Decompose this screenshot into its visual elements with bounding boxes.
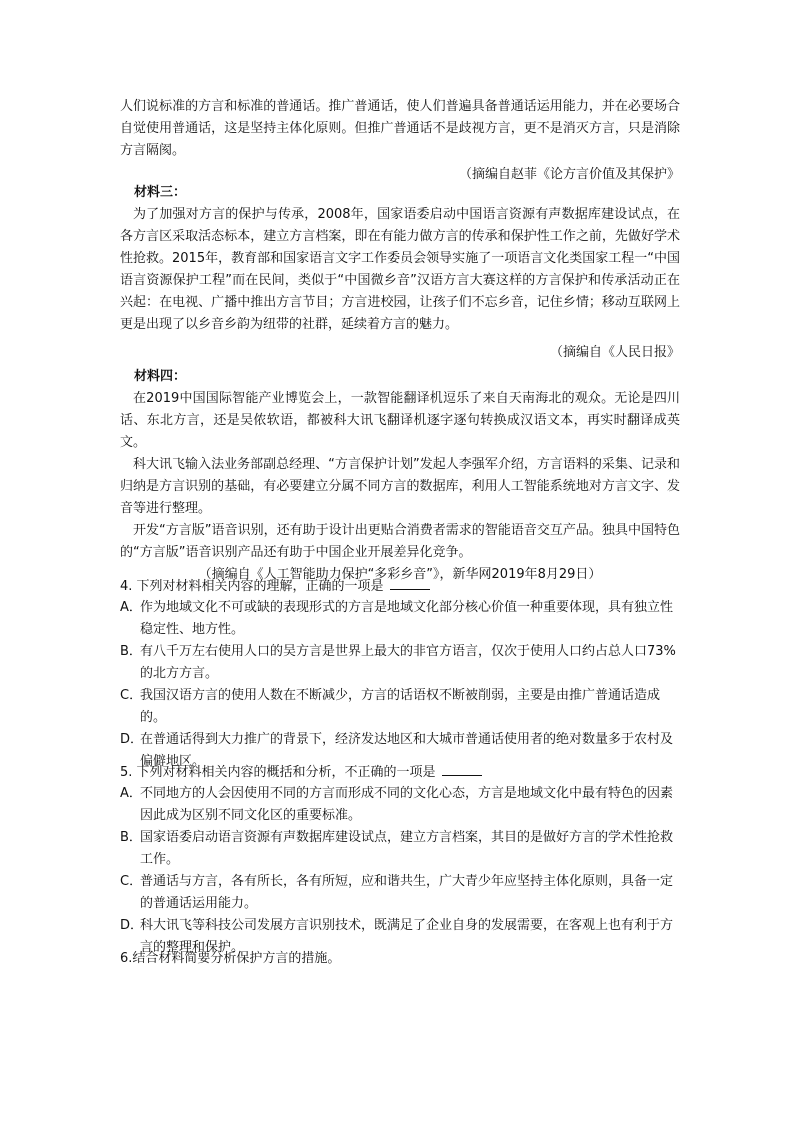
question-stem: 6.结合材料简要分析保护方言的措施。 — [120, 951, 341, 966]
material4-section — [120, 366, 680, 586]
material4-paragraph: 在2019中国国际智能产业博览会上，一款智能翻译机逗乐了来自天南海北的观众。无论是四川话、东北方言，还是吴侬软语，都被科大讯飞翻译机逐字逐句转换成汉语文本，再实时翻译成英文。 — [120, 391, 680, 450]
material4-paragraph: 科大讯飞输入法业务部副总经理、“方言保护计划”发起人李强军介绍，方言语料的采集、记录和归纳是方言识别的基础，有必要建立分属不同方言的数据库，利用人工智能系统地对方言文字、发音等进行整理。 — [120, 457, 680, 516]
question-5 — [120, 762, 680, 959]
answer-blank[interactable] — [442, 763, 482, 776]
option-letter: B． — [120, 644, 142, 659]
option-a — [120, 783, 680, 827]
question-6 — [120, 948, 680, 969]
option-letter: C． — [120, 688, 143, 703]
option-text: 国家语委启动语言资源有声数据库建设试点，建立方言档案，其目的是做好方言的学术性抢救工作。 — [140, 830, 674, 867]
option-letter: D． — [120, 732, 144, 747]
intro-source: （摘编自赵菲《论方言价值及其保护》 — [458, 167, 680, 182]
option-letter: D． — [120, 918, 144, 933]
material4-title: 材料四： — [134, 369, 187, 384]
option-b — [120, 827, 680, 871]
option-letter: A． — [120, 600, 142, 615]
question-stem — [120, 762, 680, 783]
option-letter: B． — [120, 830, 142, 845]
option-letter: C． — [120, 874, 143, 889]
question-4 — [120, 576, 680, 773]
question-stem — [120, 576, 680, 597]
answer-blank[interactable] — [390, 577, 430, 590]
option-text: 在普通话得到大力推广的背景下，经济发达地区和大城市普通话使用者的绝对数量多于农村及偏僻地区。 — [140, 732, 674, 769]
question-stem-text: 4. 下列对材料相关内容的理解，正确的一项是 — [120, 579, 384, 594]
option-b — [120, 641, 680, 685]
option-letter: A． — [120, 786, 142, 801]
option-text: 我国汉语方言的使用人数在不断减少，方言的话语权不断被削弱，主要是由推广普通话造成的。 — [140, 688, 661, 725]
option-text: 不同地方的人会因使用不同的方言而形成不同的文化心态，方言是地域文化中最有特色的因素因此成为区别不同文化区的重要标准。 — [140, 786, 674, 823]
option-a — [120, 597, 680, 641]
material3-paragraph: 为了加强对方言的保护与传承，2008年，国家语委启动中国语言资源有声数据库建设试点，在各方言区采取活态标本，建立方言档案，即在有能力做方言的传承和保护性工作之前，先做好学术性抢救。2015年，教育部和国家语言文字工作委员会领导实施了一项语言文化类国家工程一“中国语言资源保护工程”而在民间，类似于“中国微乡音”汉语方言大赛这样的方言保护和传承活动正在兴起：在电视、广播中推出方言节目；方言进校园，让孩子们不忘乡音，记住乡情；移动互联网上更是出现了以乡音乡韵为纽带的社群，延续着方言的魅力。 — [120, 207, 680, 332]
material3-section — [120, 182, 680, 364]
option-c — [120, 871, 680, 915]
intro-section — [120, 96, 680, 186]
material3-source: （摘编自《人民日报》 — [549, 345, 680, 360]
option-text: 有八千万左右使用人口的吴方言是世界上最大的非官方语言，仅次于使用人口约占总人口73%的北方方言。 — [140, 644, 676, 681]
option-text: 科大讯飞等科技公司发展方言识别技术，既满足了企业自身的发展需要，在客观上也有利于方言的整理和保护。 — [140, 918, 674, 955]
option-text: 普通话与方言，各有所长，各有所短，应和谐共生，广大青少年应坚持主体化原则，具备一定的普通话运用能力。 — [140, 874, 674, 911]
material4-source: （摘编自《人工智能助力保护“多彩乡音”》，新华网2019年8月29日） — [198, 567, 602, 582]
option-c — [120, 685, 680, 729]
question-stem-text: 5. 下列对材料相关内容的概括和分析，不正确的一项是 — [120, 765, 436, 780]
option-text: 作为地域文化不可或缺的表现形式的方言是地域文化部分核心价值一种重要体现，具有独立性稳定性、地方性。 — [140, 600, 674, 637]
intro-paragraph: 人们说标准的方言和标准的普通话。推广普通话，使人们普遍具备普通话运用能力，并在必要场合自觉使用普通话，这是坚持主体化原则。但推广普通话不是歧视方言，更不是消灭方言，只是消除方言隔阂。 — [120, 99, 680, 158]
material4-paragraph: 开发“方言版”语音识别，还有助于设计出更贴合消费者需求的智能语音交互产品。独具中国特色的“方言版”语音识别产品还有助于中国企业开展差异化竞争。 — [120, 523, 680, 560]
material3-title: 材料三： — [134, 185, 187, 200]
